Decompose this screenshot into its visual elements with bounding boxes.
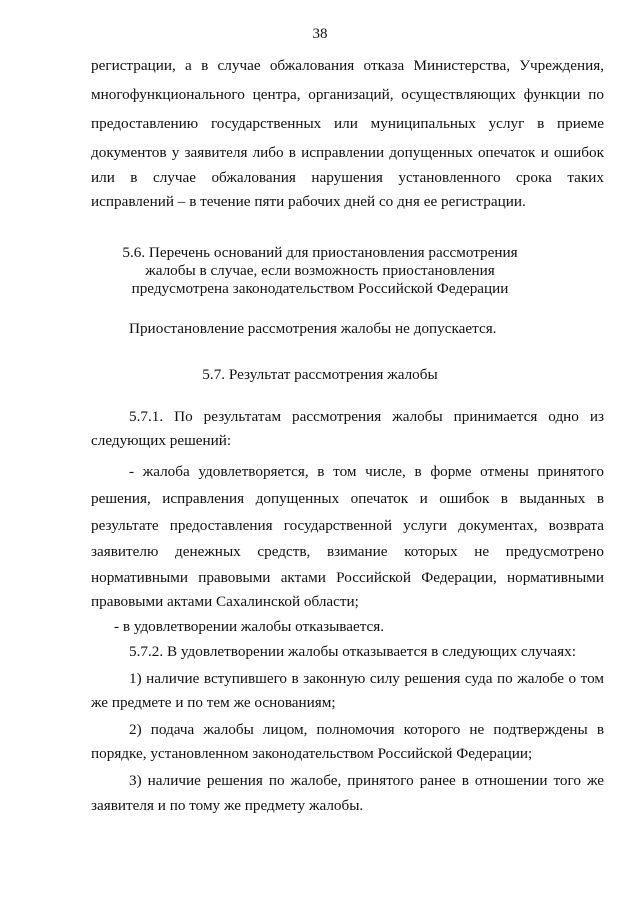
text-line: заявителя и по тому же предмету жалобы. (91, 797, 364, 814)
text-line: результате предоставления государственной услуги документах, возврата (91, 517, 604, 534)
heading-line: предусмотрена законодательством Российской Федерации (131, 280, 509, 297)
page-number: 38 (312, 26, 328, 42)
text-line: документов у заявителя либо в исправлении допущенных опечаток и ошибок (91, 144, 604, 161)
text-line: 1) наличие вступившего в законную силу решения суда по жалобе о том (129, 670, 604, 687)
text-line: или в случае обжалования нарушения установленного срока таких (91, 169, 604, 186)
text-line: порядке, установленном законодательством Российской Федерации; (91, 745, 533, 762)
list-item-complaint-rejected: - в удовлетворении жалобы отказывается. (114, 618, 385, 635)
text-line: регистрации, а в случае обжалования отказа Министерства, Учреждения, (91, 57, 604, 74)
text-line: заявителю денежных средств, взимание которых не предусмотрено (91, 543, 604, 560)
paragraph-suspension: Приостановление рассмотрения жалобы не допускается. (129, 320, 497, 337)
text-line: предоставлению государственных или муниципальных услуг в приеме (91, 115, 604, 132)
heading-line: жалобы в случае, если возможность приостановления (145, 262, 495, 279)
paragraph-5-7-2: 5.7.2. В удовлетворении жалобы отказывается в следующих случаях: (129, 643, 576, 660)
text-line: 3) наличие решения по жалобе, принятого ранее в отношении того же (129, 772, 604, 789)
text-line: - жалоба удовлетворяется, в том числе, в форме отмены принятого (129, 463, 604, 480)
section-heading-5-7: 5.7. Результат рассмотрения жалобы (202, 366, 438, 383)
text-line: решения, исправления допущенных опечаток и ошибок в выданных в (91, 490, 604, 507)
text-line: же предмете и по тем же основаниям; (91, 694, 336, 711)
text-line: правовыми актами Сахалинской области; (91, 593, 359, 610)
text-line: 5.7.1. По результатам рассмотрения жалобы принимается одно из (129, 408, 604, 425)
text-line: исправлений – в течение пяти рабочих дней со дня ее регистрации. (91, 193, 526, 210)
text-line: следующих решений: (91, 432, 232, 449)
text-line: 2) подача жалобы лицом, полномочия которого не подтверждены в (129, 721, 604, 738)
text-line: многофункционального центра, организаций, осуществляющих функции по (91, 86, 604, 103)
text-line: нормативными правовыми актами Российской Федерации, нормативными (91, 569, 604, 586)
heading-line: 5.6. Перечень оснований для приостановления рассмотрения (122, 244, 518, 261)
